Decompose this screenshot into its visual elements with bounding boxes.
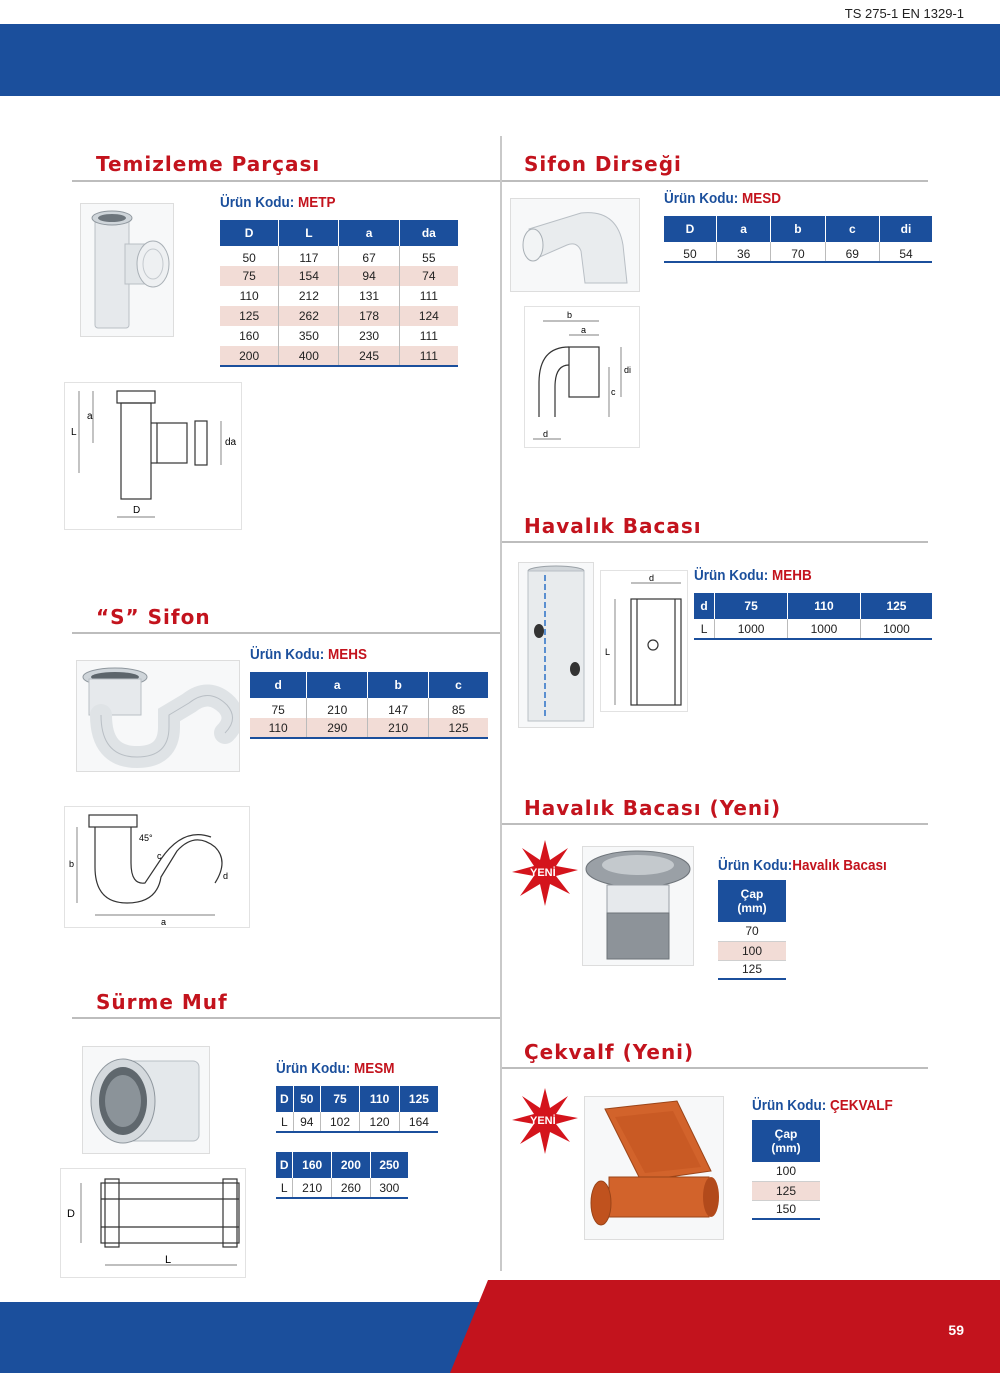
table-cell: 120 — [360, 1112, 400, 1132]
diameter-table-havalik-yeni — [718, 880, 786, 980]
table-cell: L — [700, 621, 708, 636]
spec-table-sifon-dirsegi — [664, 216, 932, 263]
col-header-0: d — [694, 593, 715, 619]
table-cell: 1000 — [860, 619, 932, 639]
product-code-s-sifon: Ürün Kodu: MEHS — [250, 646, 367, 663]
product-code-cekvalf: Ürün Kodu: ÇEKVALF — [752, 1097, 893, 1114]
col-header-1: L — [279, 220, 339, 246]
table-row — [220, 286, 458, 306]
table-cell: 50 — [242, 251, 256, 265]
table-cell: 110 — [239, 289, 259, 303]
col-header-0: D — [220, 220, 279, 246]
dim-label-D: D — [133, 505, 141, 516]
table-cell: 94 — [339, 266, 399, 286]
section-title-s-sifon: “S” Sifon — [96, 605, 211, 629]
table-cell: 124 — [399, 306, 458, 326]
row-header-L: L — [281, 1114, 288, 1129]
col-header-D: 110 — [360, 1086, 400, 1112]
row-header-D: D — [276, 1152, 293, 1178]
table-cell: 150 — [752, 1200, 820, 1219]
table-cell: 262 — [279, 306, 339, 326]
dim-label-b: b — [567, 310, 573, 320]
standard-reference: TS 275-1 EN 1329-1 — [844, 6, 964, 21]
dim-label-a: a — [87, 411, 93, 422]
dim-label-d: d — [543, 429, 549, 439]
table-cell: 69 — [825, 242, 879, 262]
table-cell: 164 — [399, 1112, 438, 1132]
table-cell: 350 — [279, 326, 339, 346]
dim-label-d: d — [649, 573, 655, 583]
col-header-2: b — [771, 216, 825, 242]
table-cell: 147 — [368, 698, 429, 718]
table-cell: 74 — [399, 266, 458, 286]
table-cell: 125 — [752, 1181, 820, 1200]
dim-label-D: D — [67, 1208, 75, 1220]
dim-label-L: L — [71, 427, 77, 438]
table-row — [718, 922, 786, 941]
footer-red-band — [0, 1280, 1000, 1373]
dim-label-a: a — [161, 917, 167, 927]
new-badge-label: YENİ — [530, 1115, 556, 1127]
col-header-cap: Çap — [774, 1127, 798, 1141]
new-badge-label: YENİ — [530, 867, 556, 879]
table-cell: 245 — [339, 346, 399, 366]
table-cell: 178 — [339, 306, 399, 326]
table-cell: 75 — [220, 266, 279, 286]
dim-label-45: 45° — [139, 833, 153, 843]
section-rule — [502, 1067, 928, 1069]
table-cell: 111 — [399, 346, 458, 366]
table-cell: 1000 — [715, 619, 788, 639]
col-header-1: a — [716, 216, 770, 242]
col-header-4: di — [879, 216, 932, 242]
table-cell: 290 — [307, 718, 368, 738]
col-header-0: d — [250, 672, 307, 698]
table-cell: 85 — [429, 698, 488, 718]
section-title-surme-muf: Sürme Muf — [96, 990, 228, 1014]
dim-label-c: c — [157, 851, 162, 861]
col-header-D: 125 — [399, 1086, 438, 1112]
table-row — [220, 326, 458, 346]
col-header-3: c — [825, 216, 879, 242]
col-header-D: 160 — [293, 1152, 332, 1178]
col-header-D: 200 — [332, 1152, 371, 1178]
row-header-D: D — [276, 1086, 293, 1112]
dim-label-da: da — [225, 437, 237, 448]
col-header-1: a — [307, 672, 368, 698]
product-code-temizleme: Ürün Kodu: METP — [220, 194, 336, 211]
col-header-1: 75 — [715, 593, 788, 619]
table-cell: 125 — [220, 306, 279, 326]
col-header-2: b — [368, 672, 429, 698]
table-cell: 125 — [429, 718, 488, 738]
col-header-2: a — [339, 220, 399, 246]
section-rule — [72, 632, 500, 634]
section-rule — [72, 180, 500, 182]
col-header-0: D — [664, 216, 716, 242]
table-cell: 400 — [279, 346, 339, 366]
section-rule — [502, 541, 928, 543]
section-title-temizleme: Temizleme Parçası — [96, 152, 321, 176]
product-photo-sifon-dirsegi — [510, 198, 640, 292]
col-header-D: 50 — [293, 1086, 320, 1112]
technical-drawing-havalik — [600, 570, 688, 712]
dim-label-c: c — [611, 387, 616, 397]
product-photo-surme-muf — [82, 1046, 210, 1154]
table-cell: 125 — [718, 960, 786, 979]
table-cell: 111 — [399, 326, 458, 346]
table-cell: 100 — [718, 941, 786, 960]
table-row — [752, 1162, 820, 1181]
technical-drawing-temizleme — [64, 382, 242, 530]
col-header-mm: (mm) — [771, 1141, 801, 1155]
table-cell: 110 — [250, 718, 307, 738]
table-cell: 70 — [771, 242, 825, 262]
section-title-havalik: Havalık Bacası — [524, 514, 702, 538]
dim-label-b: b — [69, 859, 75, 869]
dim-label-L: L — [165, 1254, 172, 1266]
table-cell: 117 — [279, 246, 339, 266]
table-cell: 260 — [332, 1178, 371, 1198]
product-photo-temizleme — [80, 203, 174, 337]
col-header-3: c — [429, 672, 488, 698]
table-cell: 54 — [879, 242, 932, 262]
page-number: 59 — [948, 1322, 964, 1338]
table-cell: 212 — [279, 286, 339, 306]
table-row — [220, 346, 458, 366]
technical-drawing-s-sifon — [64, 806, 250, 928]
table-cell: 210 — [293, 1178, 332, 1198]
table-row — [220, 266, 458, 286]
product-code-havalik: Ürün Kodu: MEHB — [694, 567, 812, 584]
table-cell: 67 — [339, 246, 399, 266]
table-row — [718, 960, 786, 979]
table-cell: 230 — [339, 326, 399, 346]
col-header-cap: Çap — [740, 887, 764, 901]
table-row — [250, 698, 488, 718]
section-title-havalik-yeni: Havalık Bacası (Yeni) — [524, 796, 782, 820]
spec-table-surme-muf-1 — [276, 1086, 438, 1133]
table-cell: 50 — [683, 246, 697, 261]
col-header-3: 125 — [860, 593, 932, 619]
technical-drawing-sifon-dirsegi — [524, 306, 640, 448]
table-cell: 55 — [399, 246, 458, 266]
table-cell: 200 — [220, 346, 279, 366]
table-cell: 160 — [239, 329, 260, 343]
col-header-D: 75 — [320, 1086, 360, 1112]
spec-table-surme-muf-2 — [276, 1152, 408, 1199]
table-cell: 36 — [716, 242, 770, 262]
header-band — [0, 24, 1000, 96]
table-cell: 210 — [307, 698, 368, 718]
product-photo-havalik-yeni — [582, 846, 694, 966]
col-header-D: 250 — [370, 1152, 408, 1178]
table-cell: 131 — [339, 286, 399, 306]
dim-label-a: a — [581, 325, 587, 335]
dim-label-di: di — [624, 365, 632, 375]
product-code-surme-muf: Ürün Kodu: MESM — [276, 1060, 395, 1077]
table-cell: 75 — [271, 703, 285, 717]
section-rule — [72, 1017, 500, 1019]
col-header-3: da — [399, 220, 458, 246]
product-photo-s-sifon — [76, 660, 240, 772]
table-row — [752, 1200, 820, 1219]
product-photo-havalik — [518, 562, 594, 728]
table-cell: 100 — [752, 1162, 820, 1181]
table-cell: 111 — [399, 286, 458, 306]
spec-table-s-sifon — [250, 672, 488, 739]
table-cell: 300 — [370, 1178, 408, 1198]
dim-label-d: d — [223, 871, 229, 881]
row-header-L: L — [280, 1180, 288, 1195]
table-cell: 70 — [718, 922, 786, 941]
new-badge — [512, 840, 578, 906]
table-row — [220, 306, 458, 326]
table-cell: 210 — [368, 718, 429, 738]
table-row — [718, 941, 786, 960]
column-divider — [500, 136, 502, 1271]
diameter-table-cekvalf — [752, 1120, 820, 1220]
spec-table-havalik — [694, 593, 932, 640]
technical-drawing-surme-muf — [60, 1168, 246, 1278]
table-row — [664, 242, 932, 262]
table-cell: 1000 — [788, 619, 861, 639]
section-title-cekvalf: Çekvalf (Yeni) — [524, 1040, 695, 1064]
section-rule — [502, 823, 928, 825]
table-cell: 102 — [320, 1112, 360, 1132]
product-code-havalik-yeni: Ürün Kodu:Havalık Bacası — [718, 857, 887, 874]
table-row — [220, 246, 458, 266]
section-title-sifon-dirsegi: Sifon Dirseği — [524, 152, 682, 176]
product-photo-cekvalf — [584, 1096, 724, 1240]
col-header-mm: (mm) — [737, 901, 767, 915]
spec-table-temizleme — [220, 220, 458, 367]
section-rule — [502, 180, 928, 182]
dim-label-L: L — [605, 647, 611, 657]
table-row — [250, 718, 488, 738]
table-cell: 94 — [293, 1112, 320, 1132]
col-header-2: 110 — [788, 593, 861, 619]
product-code-sifon-dirsegi: Ürün Kodu: MESD — [664, 190, 781, 207]
table-row — [752, 1181, 820, 1200]
table-cell: 154 — [279, 266, 339, 286]
new-badge — [512, 1088, 578, 1154]
